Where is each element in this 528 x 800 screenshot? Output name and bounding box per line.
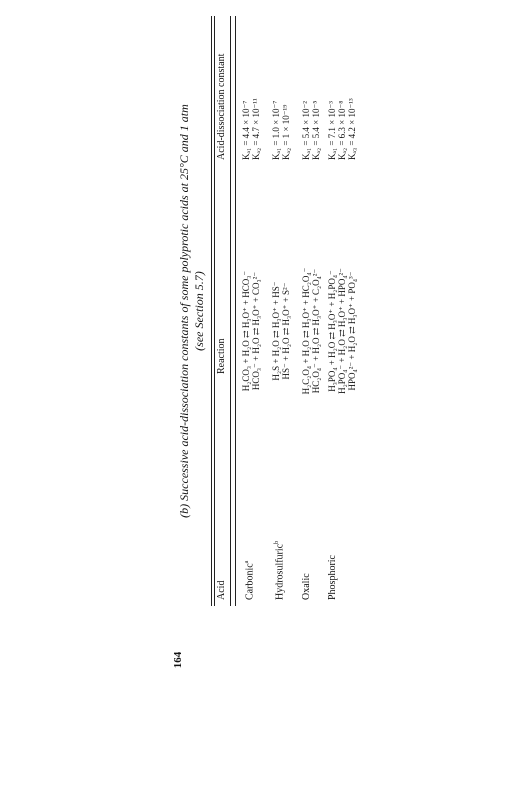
constant-value: Kₐ₁ = 5.4 × 10⁻² <box>301 101 311 160</box>
acid-name <box>301 573 313 600</box>
constant-value: Kₐ₁ = 1.0 × 10⁻⁷ <box>271 100 281 160</box>
table-caption <box>177 16 207 606</box>
top-rule-1 <box>211 16 212 606</box>
footnote-mark: b <box>274 540 280 544</box>
constant-value: Kₐ₂ = 6.3 × 10⁻⁸ <box>337 100 347 160</box>
constant-value: Kₐ₁ = 7.1 × 10⁻³ <box>327 101 337 160</box>
constant-value: Kₐ₂ = 1 × 10⁻¹⁹ <box>281 104 291 160</box>
acid-label: Phosphoric <box>327 555 338 600</box>
reaction-line: HS⁻ + H₂O ⇄ H₃O⁺ + S²⁻ <box>281 282 291 380</box>
reaction-line: H₂S + H₂O ⇄ H₃O⁺ + HS⁻ <box>271 281 281 381</box>
page-number: 164 <box>172 651 184 669</box>
caption-line-2: (see Section 5.7) <box>192 271 206 351</box>
reaction-line: HPO₄²⁻ + H₂O ⇄ H₃O⁺ + PO₄³⁻ <box>347 271 357 391</box>
constant-value: Kₐ₂ = 4.7 × 10⁻¹¹ <box>251 98 261 160</box>
footnote-mark: a <box>244 560 250 564</box>
header-rule-2 <box>235 16 236 606</box>
acid-label: Oxalic <box>301 573 312 600</box>
acid-label: Hydrosulfuric <box>274 543 286 600</box>
constant-value: Kₐ₁ = 4.4 × 10⁻⁷ <box>241 100 251 160</box>
acid-label: Carbonic <box>244 563 256 600</box>
reaction-line: H₂PO₄⁻ + H₂O ⇄ H₃O⁺ + HPO₄²⁻ <box>337 268 347 394</box>
header-constant: Acid-dissociation constant <box>216 53 227 160</box>
reaction-line: HC₂O₄⁻ + H₂O ⇄ H₃O⁺ + C₂O₄²⁻ <box>311 268 321 394</box>
reaction-line: H₂CO₃ + H₂O ⇄ H₃O⁺ + HCO₃⁻ <box>241 270 251 392</box>
header-reaction: Reaction <box>216 338 227 374</box>
header-rule-1 <box>230 16 231 606</box>
reaction-line: HCO₃⁻ + H₂O ⇄ H₃O⁺ + CO₃²⁻ <box>251 271 261 391</box>
reaction-line: H₃PO₄ + H₂O ⇄ H₃O⁺ + H₂PO₄⁻ <box>327 270 337 392</box>
acid-name <box>327 555 339 600</box>
acid-name <box>271 541 286 600</box>
top-rule-2 <box>214 16 215 606</box>
constant-value: Kₐ₃ = 4.2 × 10⁻¹³ <box>347 98 357 160</box>
caption-line-1: (b) Successive acid-dissociation constants of some polyprotic acids at 25°C and 1 atm <box>177 104 191 518</box>
acid-name <box>241 561 256 600</box>
constant-value: Kₐ₂ = 5.4 × 10⁻⁵ <box>311 100 321 160</box>
rotated-table-block <box>171 16 528 606</box>
reaction-line: H₂C₂O₄ + H₂O ⇄ H₃O⁺ + HC₂O₄⁻ <box>301 267 311 395</box>
header-acid: Acid <box>216 580 227 600</box>
